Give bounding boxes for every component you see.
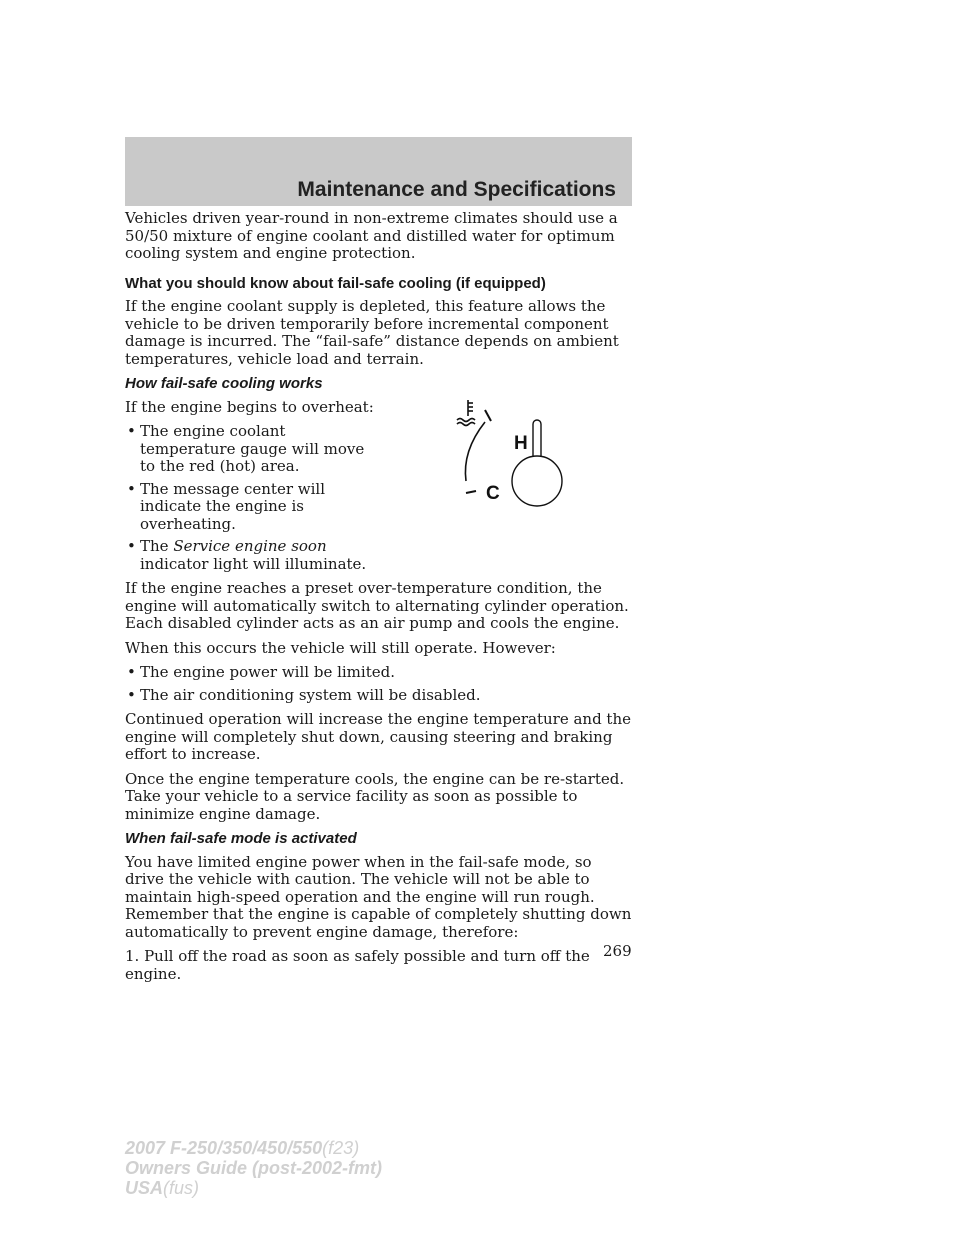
- indicator-name: Service engine soon: [173, 537, 327, 555]
- temperature-gauge-illustration: [452, 396, 572, 511]
- hot-label: H: [514, 433, 528, 454]
- list-item: • The engine power will be limited.: [127, 663, 395, 681]
- once-paragraph: Once the engine temperature cools, the engine can be re-started. Take your vehicle to a service facility as soon as possible to minimize engine damage.: [125, 769, 625, 823]
- overheat-list: [125, 423, 380, 573]
- list-item: • The Service engine soon indicator light will illuminate.: [127, 537, 367, 573]
- footer-region: USA: [125, 1178, 164, 1198]
- cold-tick: [466, 491, 476, 493]
- footer-model: 2007 F-250/350/450/550: [125, 1138, 323, 1158]
- failsafe-heading: What you should know about fail-safe cooling (if equipped): [125, 274, 546, 292]
- gauge-hub: [512, 456, 562, 506]
- header-band: [125, 137, 632, 206]
- intro-paragraph: Vehicles driven year-round in non-extreme climates should use a 50/50 mixture of engine coolant and distilled water for optimum cooling system and engine protection.: [125, 209, 618, 262]
- preset-paragraph: If the engine reaches a preset over-temperature condition, the engine will automatically switch to alternating cylinder operation. Each disabled cylinder acts as an air pump and cools the engine.: [125, 579, 629, 632]
- coolant-temperature-icon: [457, 400, 475, 426]
- failsafe-paragraph: If the engine coolant supply is depleted, this feature allows the vehicle to be driven temporarily before incremental component damage is incurred. The “fail-safe” distance depends on ambient temperatures, vehicle load and terrain.: [125, 297, 619, 368]
- footer: 2007 F-250/350/450/550(f23) Owners Guide (post-2002-fmt) USA(fus): [125, 1138, 383, 1198]
- hot-tick: [485, 410, 491, 421]
- step-1: 1. Pull off the road as soon as safely possible and turn off the engine.: [125, 947, 590, 983]
- page-body: [125, 210, 635, 990]
- list-item: • The engine coolant temperature gauge will move to the red (hot) area.: [127, 422, 365, 475]
- occurs-paragraph: When this occurs the vehicle will still operate. However:: [125, 638, 556, 657]
- limited-paragraph: You have limited engine power when in the fail-safe mode, so drive the vehicle with caution. The vehicle will not be able to maintain high-speed operation and the engine will run rough. Remember that the engine is capable of completely shutting down automatically to prevent engine damage, therefore:: [125, 852, 632, 941]
- page-number: 269: [603, 942, 632, 960]
- list-item: • The message center will indicate the engine is overheating.: [127, 479, 326, 533]
- overheat-paragraph: If the engine begins to overheat:: [125, 397, 374, 416]
- continued-paragraph: Continued operation will increase the engine temperature and the engine will completely shut down, causing steering and braking effort to increase.: [125, 710, 632, 763]
- cold-label: C: [486, 483, 500, 504]
- operate-list: [125, 664, 635, 704]
- section-title: Maintenance and Specifications: [297, 178, 616, 201]
- footer-guide: Owners Guide (post-2002-fmt): [125, 1158, 383, 1178]
- how-it-works-heading: How fail-safe cooling works: [125, 375, 323, 392]
- gauge-arc: [465, 422, 485, 481]
- list-item: • The air conditioning system will be disabled.: [127, 685, 481, 704]
- when-activated-heading: When fail-safe mode is activated: [125, 830, 357, 847]
